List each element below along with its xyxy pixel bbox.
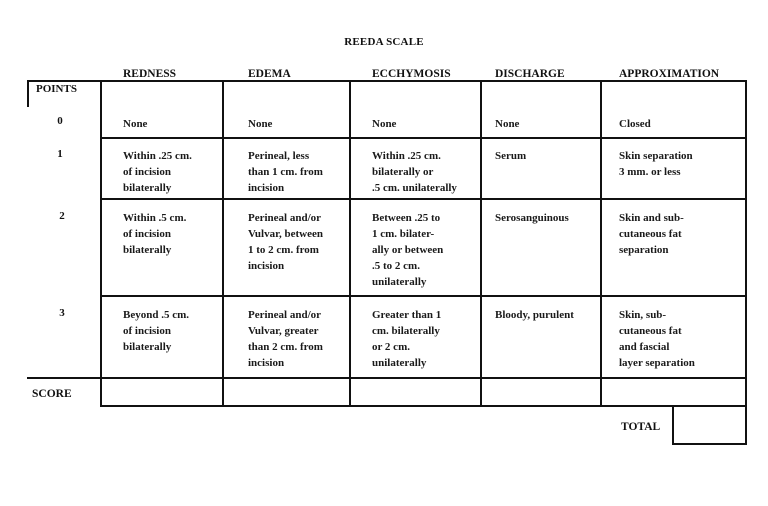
grid-line [100, 295, 747, 297]
cell-edema-2: Perineal and/or Vulvar, between 1 to 2 cm. from incision [248, 212, 323, 272]
grid-line [600, 80, 602, 407]
grid-line [480, 80, 482, 407]
grid-line [100, 80, 102, 407]
cell-discharge-1: Serum [495, 150, 527, 162]
cell-edema-0: None [248, 118, 273, 130]
points-value-row-2: 2 [59, 210, 65, 222]
form-title: REEDA SCALE [344, 36, 424, 48]
cell-redness-1: Within .25 cm. of incision bilaterally [123, 150, 192, 194]
cell-edema-3: Perineal and/or Vulvar, greater than 2 cm. from incision [248, 309, 323, 369]
grid-line [27, 80, 29, 107]
grid-line [27, 80, 747, 82]
score-field-ecchymosis[interactable] [351, 379, 480, 405]
cell-ecchymosis-2: Between .25 to 1 cm. bilater- ally or between .5 to 2 cm. unilaterally [372, 212, 444, 288]
grid-line [100, 137, 747, 139]
points-value-row-3: 3 [59, 307, 65, 319]
score-field-edema[interactable] [224, 379, 349, 405]
grid-line [672, 443, 747, 445]
column-header-redness: REDNESS [123, 68, 177, 80]
cell-discharge-2: Serosanguinous [495, 212, 569, 224]
cell-approximation-2: Skin and sub- cutaneous fat separation [619, 212, 684, 256]
cell-redness-0: None [123, 118, 148, 130]
score-field-redness[interactable] [102, 379, 222, 405]
cell-ecchymosis-0: None [372, 118, 397, 130]
total-label: TOTAL [621, 421, 661, 433]
column-header-ecchymosis: ECCHYMOSIS [372, 68, 451, 80]
cell-discharge-3: Bloody, purulent [495, 309, 574, 321]
grid-line [100, 405, 747, 407]
cell-redness-2: Within .5 cm. of incision bilaterally [123, 212, 187, 256]
score-field-approximation[interactable] [602, 379, 745, 405]
score-field-discharge[interactable] [482, 379, 600, 405]
points-value-row-1: 1 [57, 148, 63, 160]
score-label: SCORE [32, 388, 72, 400]
total-field[interactable] [674, 407, 745, 443]
grid-line [349, 80, 351, 407]
column-header-edema: EDEMA [248, 68, 291, 80]
cell-ecchymosis-3: Greater than 1 cm. bilaterally or 2 cm. unilaterally [372, 309, 442, 369]
cell-ecchymosis-1: Within .25 cm. bilaterally or .5 cm. unilaterally [372, 150, 457, 194]
cell-redness-3: Beyond .5 cm. of incision bilaterally [123, 309, 189, 353]
cell-edema-1: Perineal, less than 1 cm. from incision [248, 150, 323, 194]
column-header-approximation: APPROXIMATION [619, 68, 720, 80]
grid-line [100, 198, 747, 200]
cell-approximation-0: Closed [619, 118, 651, 130]
grid-line [222, 80, 224, 407]
cell-approximation-1: Skin separation 3 mm. or less [619, 150, 693, 178]
column-header-discharge: DISCHARGE [495, 68, 565, 80]
points-value-row-0: 0 [57, 115, 63, 127]
cell-discharge-0: None [495, 118, 520, 130]
points-label: POINTS [36, 83, 77, 95]
grid-line [745, 80, 747, 445]
cell-approximation-3: Skin, sub- cutaneous fat and fascial layer separation [619, 309, 695, 369]
